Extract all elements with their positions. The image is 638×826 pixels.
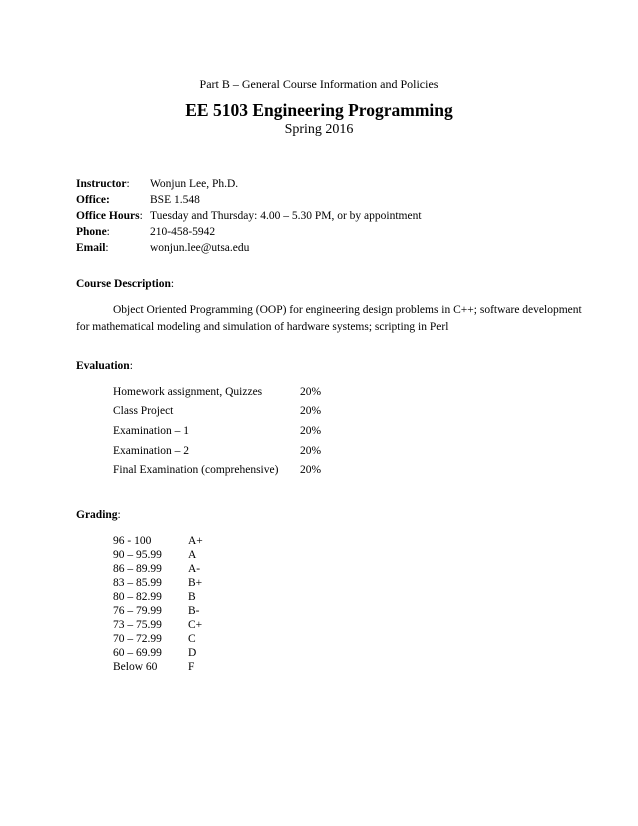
evaluation-item: Examination – 2 bbox=[113, 445, 190, 457]
grade-letter: A- bbox=[188, 563, 201, 575]
evaluation-percent: 20% bbox=[300, 405, 322, 417]
evaluation-percent: 20% bbox=[300, 464, 322, 476]
grade-range: 80 – 82.99 bbox=[113, 591, 162, 603]
course-description-line: for mathematical modeling and simulation of hardware systems; scripting in Perl bbox=[76, 321, 449, 333]
course-description-heading: Course Description: bbox=[76, 278, 175, 290]
grade-range: 83 – 85.99 bbox=[113, 577, 162, 589]
grade-letter: B- bbox=[188, 605, 200, 617]
evaluation-percent: 20% bbox=[300, 386, 322, 398]
grade-range: 73 – 75.99 bbox=[113, 619, 162, 631]
info-value: BSE 1.548 bbox=[150, 194, 200, 206]
grading-heading: Grading: bbox=[76, 509, 121, 521]
grade-range: 96 - 100 bbox=[113, 535, 152, 547]
evaluation-heading: Evaluation: bbox=[76, 360, 133, 372]
info-label: Office: bbox=[76, 194, 110, 206]
course-description-line: Object Oriented Programming (OOP) for engineering design problems in C++; software development bbox=[113, 304, 582, 316]
grade-range: 86 – 89.99 bbox=[113, 563, 162, 575]
grade-range: Below 60 bbox=[113, 661, 158, 673]
info-label: Office Hours: bbox=[76, 210, 143, 222]
grade-letter: A+ bbox=[188, 535, 203, 547]
evaluation-percent: 20% bbox=[300, 445, 322, 457]
course-term: Spring 2016 bbox=[284, 122, 354, 137]
course-title: EE 5103 Engineering Programming bbox=[185, 100, 453, 120]
part-heading: Part B – General Course Information and Policies bbox=[199, 77, 439, 91]
evaluation-item: Final Examination (comprehensive) bbox=[113, 464, 279, 476]
info-label: Email: bbox=[76, 242, 109, 254]
grade-letter: B+ bbox=[188, 577, 203, 589]
info-value: Wonjun Lee, Ph.D. bbox=[150, 178, 239, 190]
grade-range: 60 – 69.99 bbox=[113, 647, 162, 659]
info-value: Tuesday and Thursday: 4.00 – 5.30 PM, or by appointment bbox=[150, 210, 422, 222]
grade-letter: F bbox=[188, 661, 195, 673]
evaluation-item: Class Project bbox=[113, 405, 174, 417]
grade-range: 70 – 72.99 bbox=[113, 633, 162, 645]
grade-letter: C+ bbox=[188, 619, 203, 631]
grade-range: 90 – 95.99 bbox=[113, 549, 162, 561]
grade-range: 76 – 79.99 bbox=[113, 605, 162, 617]
course-description-text bbox=[76, 302, 596, 336]
info-label: Phone: bbox=[76, 226, 110, 238]
grade-letter: D bbox=[188, 647, 197, 659]
grade-letter: B bbox=[188, 591, 196, 603]
info-value: 210-458-5942 bbox=[150, 226, 216, 238]
grade-letter: C bbox=[188, 633, 196, 645]
grade-letter: A bbox=[188, 549, 197, 561]
evaluation-percent: 20% bbox=[300, 425, 322, 437]
evaluation-item: Homework assignment, Quizzes bbox=[113, 386, 263, 398]
evaluation-item: Examination – 1 bbox=[113, 425, 190, 437]
info-value: wonjun.lee@utsa.edu bbox=[150, 242, 250, 254]
info-label: Instructor: bbox=[76, 178, 130, 190]
